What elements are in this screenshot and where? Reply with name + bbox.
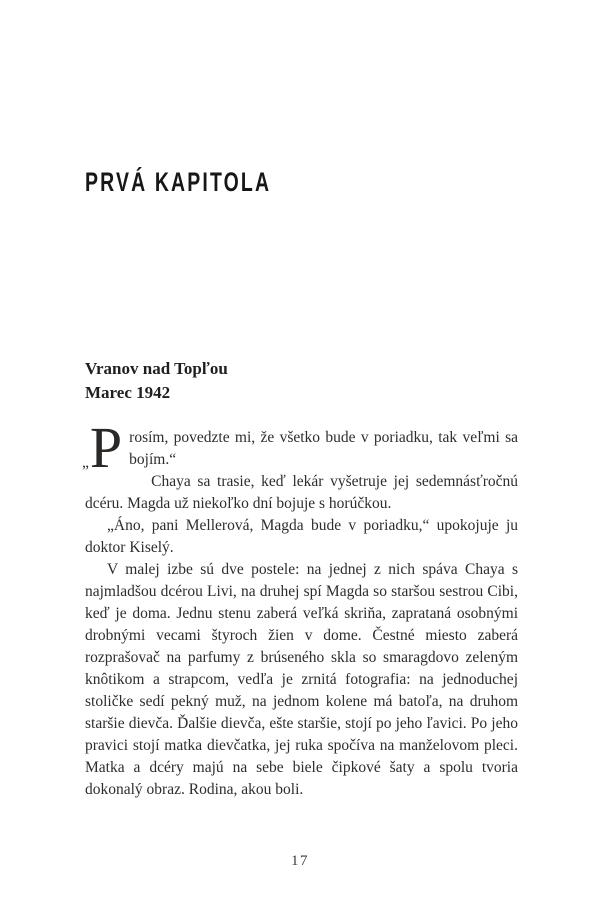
dateline-date: Marec 1942 bbox=[85, 383, 171, 402]
opening-quote: „ bbox=[82, 454, 90, 471]
chapter-title: PRVÁ KAPITOLA bbox=[85, 167, 272, 197]
drop-cap bbox=[82, 415, 123, 483]
paragraph: Chaya sa trasie, keď lekár vyšetruje jej sedemnásťročnú dcéru. Magda už niekoľko dní bojuje s horúčkou. bbox=[85, 473, 518, 512]
body-text bbox=[82, 415, 518, 801]
paragraph: „Áno, pani Mellerová, Magda bude v poriadku,“ upokojuje ju doktor Kiselý. bbox=[85, 517, 518, 556]
dateline-location: Vranov nad Topľou bbox=[85, 359, 228, 378]
dateline bbox=[85, 357, 228, 405]
paragraph-opening bbox=[82, 415, 518, 480]
paragraph: V malej izbe sú dve postele: na jednej z nich spáva Chaya s najmladšou dcérou Livi, na druhej spí Magda so staršou sestrou Cibi, keď je doma. Jednu stenu zaberá veľká skriňa, zaprataná osobnými drobnými vecami štyroch žien v dome. Čestné miesto zaberá rozprašovač na parfumy z brúseného skla so smaragdovo zeleným knôtikom a strapcom, vedľa je zrnitá fotografia: na jednoduchej stoličke sedí pekný muž, na jednom kolene má batoľa, na druhom staršie dievča. Ďalšie dievča, ešte staršie, stojí po jeho ľavici. Po jeho pravici stojí matka dievčatka, jej ruka spočíva na manželovom pleci. Matka a dcéry majú na sebe biele čipkové šaty a spolu tvoria dokonalý obraz. Rodina, akou boli. bbox=[85, 561, 518, 798]
page-number: 17 bbox=[291, 853, 309, 869]
drop-cap-letter: P bbox=[89, 415, 123, 480]
paragraph-text: rosím, povedzte mi, že všetko bude v poriadku, tak veľmi sa bojím.“ bbox=[129, 429, 518, 468]
